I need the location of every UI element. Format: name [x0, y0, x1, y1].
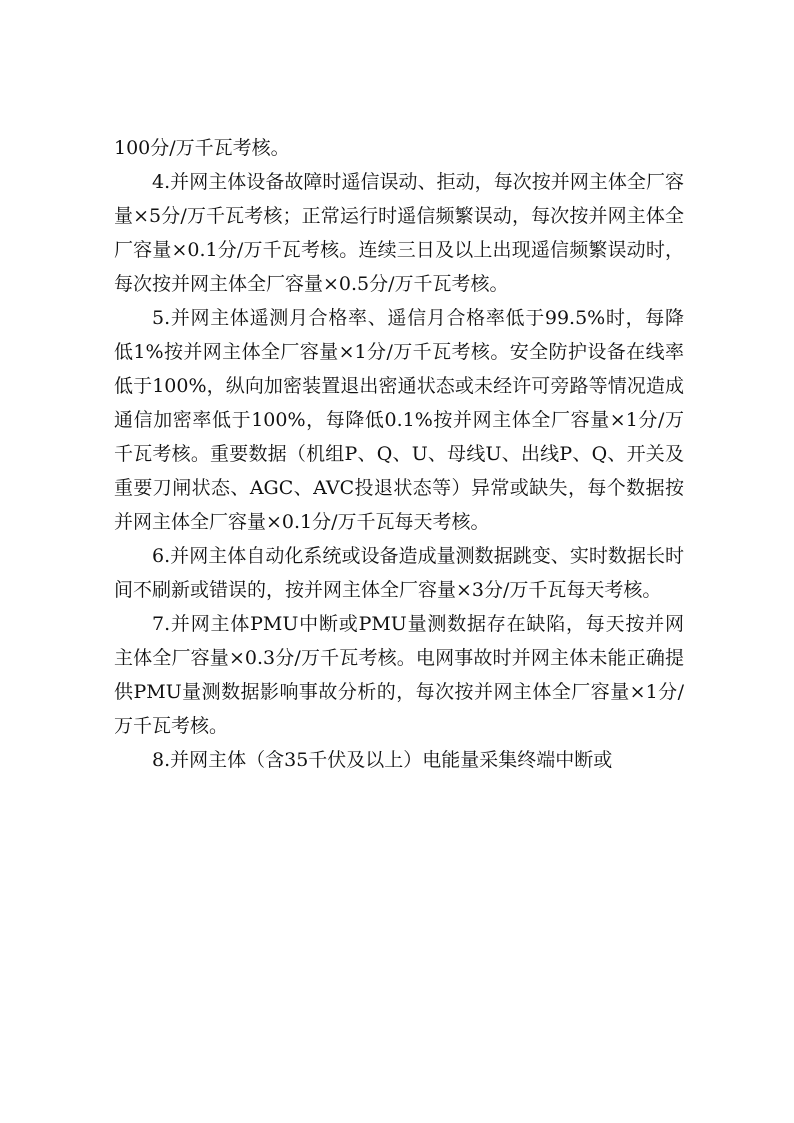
paragraph-item-5: 5.并网主体遥测月合格率、遥信月合格率低于99.5%时，每降低1%按并网主体全厂容量×1分/万千瓦考核。安全防护设备在线率低于100%，纵向加密装置退出密通状态或未经许可旁路等情况造成通信加密率低于100%，每降低0.1%按并网主体全厂容量×1分/万千瓦考核。重要数据（机组P、Q、U、母线U、出线P、Q、开关及重要刀闸状态、AGC、AVC投退状态等）异常或缺失，每个数据按并网主体全厂容量×0.1分/万千瓦每天考核。 — [114, 307, 684, 533]
paragraph-item-6: 6.并网主体自动化系统或设备造成量测数据跳变、实时数据长时间不刷新或错误的，按并网主体全厂容量×3分/万千瓦每天考核。 — [114, 545, 684, 601]
paragraph-item-7: 7.并网主体PMU中断或PMU量测数据存在缺陷，每天按并网主体全厂容量×0.3分/万千瓦考核。电网事故时并网主体未能正确提供PMU量测数据影响事故分析的，每次按并网主体全厂容量×1分/万千瓦考核。 — [114, 613, 684, 737]
paragraph-item-4: 4.并网主体设备故障时遥信误动、拒动，每次按并网主体全厂容量×5分/万千瓦考核；正常运行时遥信频繁误动，每次按并网主体全厂容量×0.1分/万千瓦考核。连续三日及以上出现遥信频繁误动时，每次按并网主体全厂容量×0.5分/万千瓦考核。 — [114, 171, 684, 295]
paragraph-continuation: 100分/万千瓦考核。 — [114, 137, 290, 159]
paragraph-item-8: 8.并网主体（含35千伏及以上）电能量采集终端中断或 — [152, 749, 613, 771]
document-body — [114, 131, 684, 777]
